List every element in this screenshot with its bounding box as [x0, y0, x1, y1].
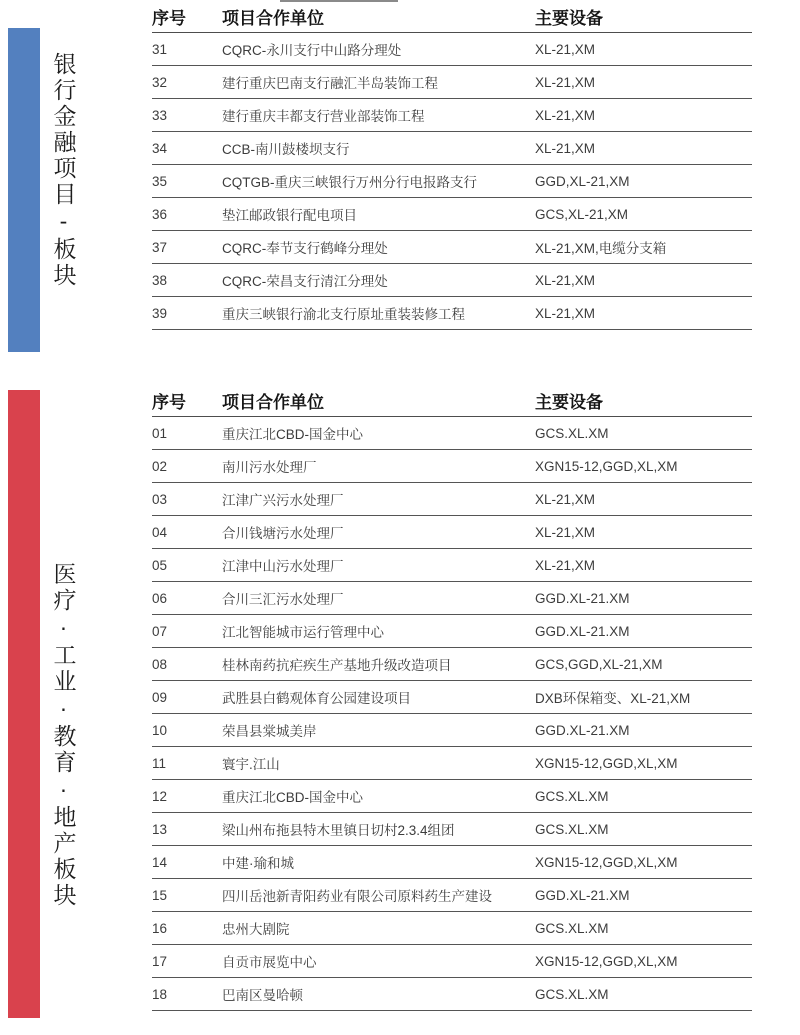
- project-name: 重庆江北CBD-国金中心: [222, 417, 535, 450]
- table-row: [152, 615, 752, 648]
- table-row: [152, 231, 752, 264]
- table-row: [152, 483, 752, 516]
- table-row: [152, 264, 752, 297]
- table-row: [152, 198, 752, 231]
- row-number: 06: [152, 582, 222, 615]
- project-name: 重庆江北CBD-国金中心: [222, 780, 535, 813]
- row-number: 37: [152, 231, 222, 264]
- project-name: 建行重庆丰都支行营业部装饰工程: [222, 99, 535, 132]
- project-name: 南川污水处理厂: [222, 450, 535, 483]
- row-number: 11: [152, 747, 222, 780]
- project-name: 荣昌县棠城美岸: [222, 714, 535, 747]
- table-row: [152, 879, 752, 912]
- table-row: [152, 99, 752, 132]
- row-number: 17: [152, 945, 222, 978]
- equipment: GGD.XL-21.XM: [535, 714, 752, 747]
- table-row: [152, 714, 752, 747]
- table-row: [152, 846, 752, 879]
- equipment: GGD.XL-21.XM: [535, 879, 752, 912]
- table-row: [152, 33, 752, 66]
- table-row: [152, 165, 752, 198]
- equipment: XL-21,XM: [535, 132, 752, 165]
- equipment: XL-21,XM: [535, 264, 752, 297]
- project-name: CQRC-永川支行中山路分理处: [222, 33, 535, 66]
- equipment: XGN15-12,GGD,XL,XM: [535, 846, 752, 879]
- project-name: 梁山州布拖县特木里镇日切村2.3.4组团: [222, 813, 535, 846]
- project-name: 巴南区曼哈顿: [222, 978, 535, 1011]
- row-number: 09: [152, 681, 222, 714]
- row-number: 18: [152, 978, 222, 1011]
- equipment: XL-21,XM: [535, 483, 752, 516]
- medical-industrial-projects-table: [152, 384, 752, 1011]
- equipment: XGN15-12,GGD,XL,XM: [535, 450, 752, 483]
- equipment: XL-21,XM: [535, 516, 752, 549]
- project-name: 建行重庆巴南支行融汇半岛装饰工程: [222, 66, 535, 99]
- equipment: GCS,XL-21,XM: [535, 198, 752, 231]
- equipment: XL-21,XM: [535, 549, 752, 582]
- banking-section-bar: [8, 28, 40, 352]
- row-number: 35: [152, 165, 222, 198]
- equipment: DXB环保箱变、XL-21,XM: [535, 681, 752, 714]
- column-header-2: 主要设备: [535, 384, 752, 417]
- table-row: [152, 66, 752, 99]
- project-name: 江北智能城市运行管理中心: [222, 615, 535, 648]
- row-number: 14: [152, 846, 222, 879]
- row-number: 34: [152, 132, 222, 165]
- row-number: 33: [152, 99, 222, 132]
- column-header-2: 主要设备: [535, 0, 752, 33]
- row-number: 15: [152, 879, 222, 912]
- project-name: 江津中山污水处理厂: [222, 549, 535, 582]
- row-number: 07: [152, 615, 222, 648]
- table-row: [152, 582, 752, 615]
- equipment: GCS.XL.XM: [535, 978, 752, 1011]
- project-name: 寰宇.江山: [222, 747, 535, 780]
- equipment: GGD.XL-21.XM: [535, 615, 752, 648]
- row-number: 08: [152, 648, 222, 681]
- table-row: [152, 912, 752, 945]
- row-number: 16: [152, 912, 222, 945]
- table-row: [152, 132, 752, 165]
- project-name: CCB-南川鼓楼坝支行: [222, 132, 535, 165]
- table-row: [152, 648, 752, 681]
- equipment: GCS.XL.XM: [535, 912, 752, 945]
- row-number: 02: [152, 450, 222, 483]
- equipment: XL-21,XM,电缆分支箱: [535, 231, 752, 264]
- equipment: GCS,GGD,XL-21,XM: [535, 648, 752, 681]
- row-number: 12: [152, 780, 222, 813]
- project-name: 江津广兴污水处理厂: [222, 483, 535, 516]
- row-number: 36: [152, 198, 222, 231]
- equipment: GGD.XL-21.XM: [535, 582, 752, 615]
- project-name: CQTGB-重庆三峡银行万州分行电报路支行: [222, 165, 535, 198]
- table-row: [152, 945, 752, 978]
- table-row: [152, 450, 752, 483]
- table-row: [152, 417, 752, 450]
- table-header-row: [152, 384, 752, 417]
- project-name: 合川三汇污水处理厂: [222, 582, 535, 615]
- equipment: XGN15-12,GGD,XL,XM: [535, 747, 752, 780]
- equipment: XL-21,XM: [535, 297, 752, 330]
- table-row: [152, 978, 752, 1011]
- row-number: 13: [152, 813, 222, 846]
- medical-industrial-section-label: 医疗·工业·教育·地产板块: [50, 561, 77, 909]
- banking-section-label: 银行金融项目-板块: [50, 51, 77, 289]
- row-number: 04: [152, 516, 222, 549]
- table-row: [152, 516, 752, 549]
- table-row: [152, 681, 752, 714]
- table-row: [152, 297, 752, 330]
- project-name: CQRC-荣昌支行清江分理处: [222, 264, 535, 297]
- column-header-0: 序号: [152, 0, 222, 33]
- project-name: 垫江邮政银行配电项目: [222, 198, 535, 231]
- equipment: GCS.XL.XM: [535, 813, 752, 846]
- project-name: 忠州大剧院: [222, 912, 535, 945]
- equipment: XL-21,XM: [535, 99, 752, 132]
- project-name: 四川岳池新青阳药业有限公司原料药生产建设: [222, 879, 535, 912]
- medical-industrial-section-bar: [8, 390, 40, 1018]
- project-name: 自贡市展览中心: [222, 945, 535, 978]
- row-number: 03: [152, 483, 222, 516]
- table-row: [152, 549, 752, 582]
- equipment: XL-21,XM: [535, 66, 752, 99]
- column-header-1: 项目合作单位: [222, 0, 535, 33]
- project-name: 合川钱塘污水处理厂: [222, 516, 535, 549]
- project-name: CQRC-奉节支行鹤峰分理处: [222, 231, 535, 264]
- row-number: 38: [152, 264, 222, 297]
- equipment: GCS.XL.XM: [535, 780, 752, 813]
- row-number: 39: [152, 297, 222, 330]
- equipment: GCS.XL.XM: [535, 417, 752, 450]
- project-name: 中建·瑜和城: [222, 846, 535, 879]
- equipment: GGD,XL-21,XM: [535, 165, 752, 198]
- row-number: 31: [152, 33, 222, 66]
- table-header-row: [152, 0, 752, 33]
- table-row: [152, 747, 752, 780]
- project-name: 桂林南药抗疟疾生产基地升级改造项目: [222, 648, 535, 681]
- project-name: 武胜县白鹤观体育公园建设项目: [222, 681, 535, 714]
- column-header-0: 序号: [152, 384, 222, 417]
- project-name: 重庆三峡银行渝北支行原址重装装修工程: [222, 297, 535, 330]
- row-number: 32: [152, 66, 222, 99]
- equipment: XGN15-12,GGD,XL,XM: [535, 945, 752, 978]
- row-number: 01: [152, 417, 222, 450]
- banking-projects-table: [152, 0, 752, 330]
- table-row: [152, 780, 752, 813]
- row-number: 05: [152, 549, 222, 582]
- column-header-1: 项目合作单位: [222, 384, 535, 417]
- table-row: [152, 813, 752, 846]
- row-number: 10: [152, 714, 222, 747]
- equipment: XL-21,XM: [535, 33, 752, 66]
